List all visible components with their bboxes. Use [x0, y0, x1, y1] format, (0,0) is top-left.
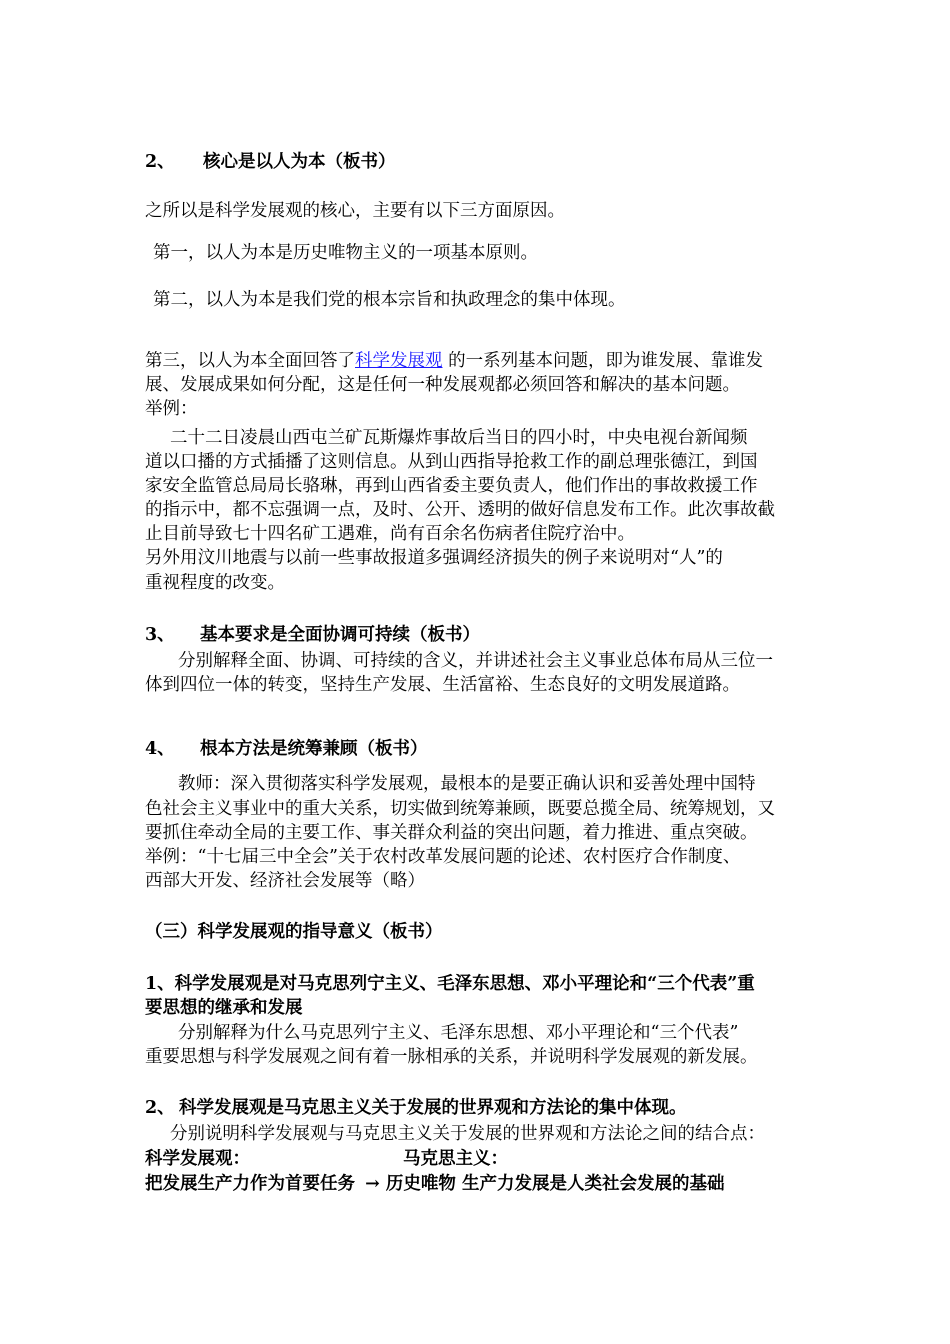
sec3-heading	[145, 623, 815, 647]
sec2-extra-line-1: 另外用汶川地震与以前一些事故报道多强调经济损失的例子来说明对“人”的	[145, 548, 723, 568]
part3-p1-line-2: 重要思想与科学发展观之间有着一脉相承的关系，并说明科学发展观的新发展。	[145, 1047, 758, 1067]
part3-p2-heading-text: 科学发展观是马克思主义关于发展的世界观和方法论的集中体现。	[179, 1098, 687, 1118]
sec2-example-line-4: 的指示中，都不忘强调一点，及时、公开、透明的做好信息发布工作。此次事故截	[145, 500, 775, 520]
mapping-right: 历史唯物 生产力发展是人类社会发展的基础	[385, 1174, 725, 1194]
sec2-third-line1	[145, 349, 815, 373]
part3-p1-line-1: 分别解释为什么马克思列宁主义、毛泽东思想、邓小平理论和“三个代表”	[178, 1023, 739, 1043]
sec2-heading-num: 2、	[145, 152, 175, 172]
part3-p2-heading	[145, 1096, 815, 1120]
sec4-line-2: 色社会主义事业中的重大关系，切实做到统筹兼顾，既要总揽全局、统筹规划，又	[145, 799, 775, 819]
sec2-intro: 之所以是科学发展观的核心，主要有以下三方面原因。	[145, 201, 565, 221]
part3-p1-heading-line-1: 1、科学发展观是对马克思列宁主义、毛泽东思想、邓小平理论和“三个代表”重	[145, 974, 755, 994]
sec4-heading-text: 根本方法是统筹兼顾（板书）	[200, 739, 428, 759]
col-left-label: 科学发展观：	[145, 1149, 250, 1169]
part3-p1-heading-line-2: 要思想的继承和发展	[145, 998, 303, 1018]
sec2-first: 第一，以人为本是历史唯物主义的一项基本原则。	[153, 243, 538, 263]
sec2-example-line-3: 家安全监管总局局长骆琳，再到山西省委主要负责人，他们作出的事故救援工作	[145, 476, 758, 496]
col-right-label: 马克思主义：	[403, 1149, 508, 1169]
sec2-third-pre: 第三，以人为本全面回答了	[145, 351, 355, 371]
sec3-line-2: 体到四位一体的转变，坚持生产发展、生活富裕、生态良好的文明发展道路。	[145, 675, 740, 695]
science-development-link[interactable]: 科学发展观	[355, 351, 443, 371]
sec2-extra-line-2: 重视程度的改变。	[145, 573, 285, 593]
sec2-third-line2: 展、发展成果如何分配，这是任何一种发展观都必须回答和解决的基本问题。	[145, 375, 740, 395]
sec2-heading-text: 核心是以人为本（板书）	[203, 152, 396, 172]
part3-p2-heading-num: 2、	[145, 1098, 175, 1118]
sec2-example-line-1: 二十二日凌晨山西屯兰矿瓦斯爆炸事故后当日的四小时，中央电视台新闻频	[170, 428, 748, 448]
sec3-line-1: 分别解释全面、协调、可持续的含义，并讲述社会主义事业总体布局从三位一	[178, 651, 773, 671]
part3-p2-mapping-row	[145, 1172, 815, 1196]
sec4-line-4: 举例：“十七届三中全会”关于农村改革发展问题的论述、农村医疗合作制度、	[145, 847, 741, 867]
sec4-line-1: 教师：深入贯彻落实科学发展观，最根本的是要正确认识和妥善处理中国特	[178, 774, 756, 794]
sec2-example-label: 举例：	[145, 399, 198, 419]
sec2-heading	[145, 150, 815, 174]
sec4-line-3: 要抓住牵动全局的主要工作、事关群众利益的突出问题，着力推进、重点突破。	[145, 823, 758, 843]
part3-p2-intro: 分别说明科学发展观与马克思主义关于发展的世界观和方法论之间的结合点：	[170, 1124, 765, 1144]
sec2-example-line-2: 道以口播的方式插播了这则信息。从到山西指导抢救工作的副总理张德江，到国	[145, 452, 758, 472]
sec2-third-post: 的一系列基本问题，即为谁发展、靠谁发	[442, 351, 764, 371]
mapping-left: 把发展生产力作为首要任务	[145, 1174, 355, 1194]
sec4-line-5: 西部大开发、经济社会发展等（略）	[145, 871, 425, 891]
part3-heading: （三）科学发展观的指导意义（板书）	[145, 922, 443, 942]
sec2-example-line-5: 止目前导致七十四名矿工遇难，尚有百余名伤病者住院疗治中。	[145, 524, 635, 544]
part3-p2-col-header-row	[145, 1147, 815, 1171]
sec4-heading	[145, 737, 815, 761]
sec2-second: 第二，以人为本是我们党的根本宗旨和执政理念的集中体现。	[153, 290, 626, 310]
sec3-heading-num: 3、	[145, 625, 175, 645]
arrow-icon: →	[365, 1174, 380, 1194]
sec4-heading-num: 4、	[145, 739, 175, 759]
sec3-heading-text: 基本要求是全面协调可持续（板书）	[200, 625, 480, 645]
